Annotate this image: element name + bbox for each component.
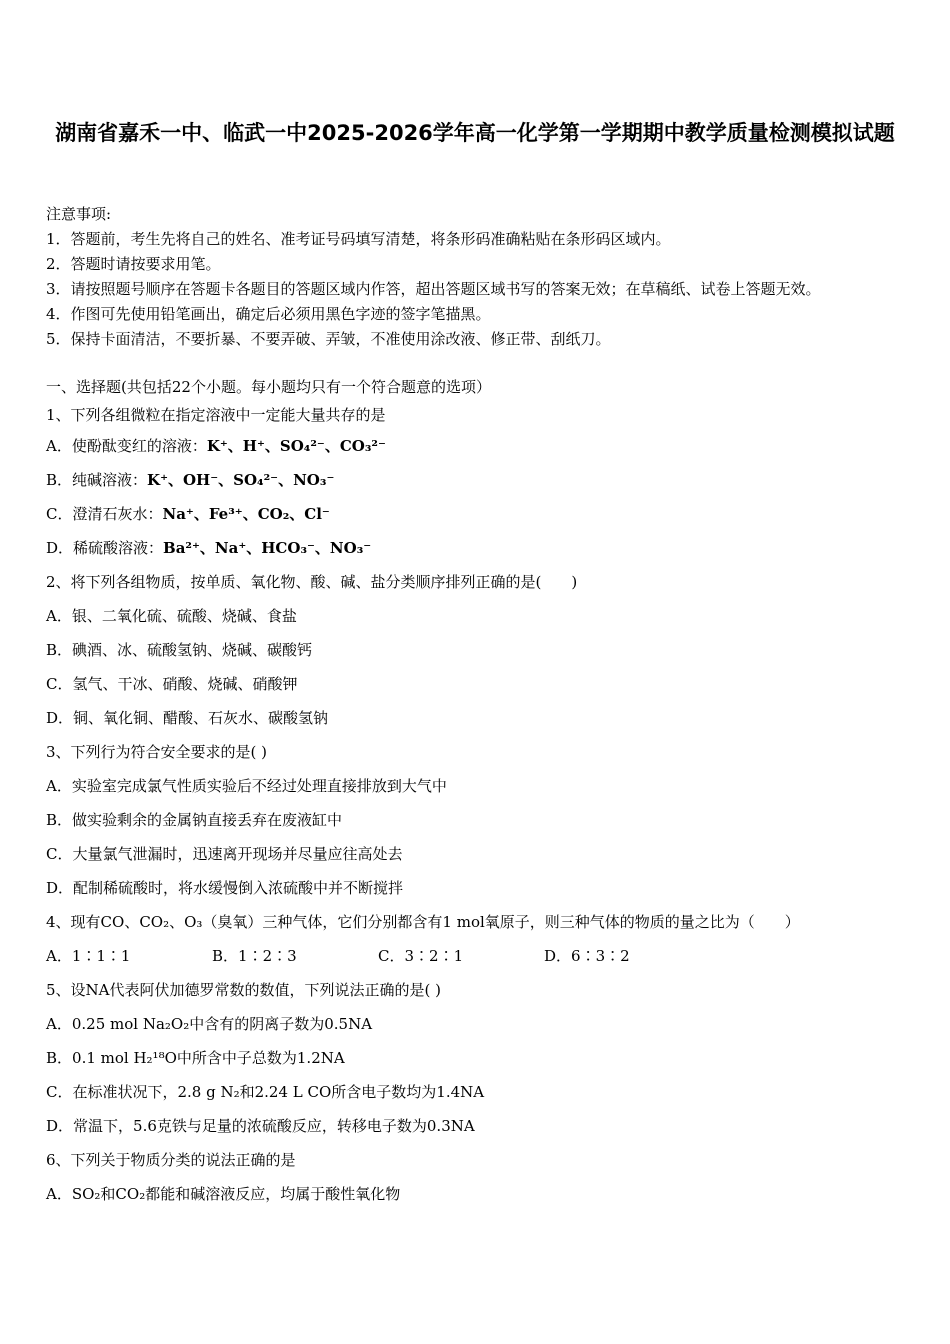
notes-section [46,202,916,352]
question-1-option-a: A．使酚酞变红的溶液：K⁺、H⁺、SO₄²⁻、CO₃²⁻ [46,437,386,455]
question-4-option-a: A．1∶1∶1 [46,947,131,965]
question-2-option-c: C．氢气、干冰、硝酸、烧碱、硝酸钾 [46,675,298,693]
question-4-option-c: C．3∶2∶1 [378,947,464,965]
question-5-option-c: C．在标准状况下，2.8 g N₂和2.24 L CO所含电子数均为1.4NA [46,1083,485,1101]
question-3-option-d: D．配制稀硫酸时，将水缓慢倒入浓硫酸中并不断搅拌 [46,879,404,897]
note-item: 1．答题前，考生先将自己的姓名、准考证号码填写清楚，将条形码准确粘贴在条形码区域内。 [46,230,671,248]
note-item: 4．作图可先使用铅笔画出，确定后必须用黑色字迹的签字笔描黑。 [46,305,491,323]
question-5-stem: 5、设NA代表阿伏加德罗常数的数值，下列说法正确的是( ) [46,981,441,999]
question-2-option-d: D．铜、氧化铜、醋酸、石灰水、碳酸氢钠 [46,709,329,727]
question-3-option-b: B．做实验剩余的金属钠直接丢弃在废液缸中 [46,811,343,829]
question-1-option-c: C．澄清石灰水：Na⁺、Fe³⁺、CO₂、Cl⁻ [46,505,330,523]
question-4-stem: 4、现有CO、CO₂、O₃（臭氧）三种气体，它们分别都含有1 mol氧原子，则三种气体的物质的量之比为（ ） [46,913,800,931]
section-heading: 一、选择题(共包括22个小题。每小题均只有一个符合题意的选项） [46,378,491,396]
question-1-stem: 1、下列各组微粒在指定溶液中一定能大量共存的是 [46,406,386,424]
question-3-option-c: C．大量氯气泄漏时，迅速离开现场并尽量应往高处去 [46,845,403,863]
page-title: 湖南省嘉禾一中、临武一中2025-2026学年高一化学第一学期期中教学质量检测模拟试题 [55,121,895,145]
question-6-option-a: A．SO₂和CO₂都能和碱溶液反应，均属于酸性氧化物 [46,1185,401,1203]
note-item: 2．答题时请按要求用笔。 [46,255,221,273]
question-3-option-a: A．实验室完成氯气性质实验后不经过处理直接排放到大气中 [46,777,447,795]
question-2-stem: 2、将下列各组物质，按单质、氧化物、酸、碱、盐分类顺序排列正确的是( ) [46,573,578,591]
question-1-option-d: D．稀硫酸溶液：Ba²⁺、Na⁺、HCO₃⁻、NO₃⁻ [46,539,372,557]
question-5-option-a: A．0.25 mol Na₂O₂中含有的阴离子数为0.5NA [46,1015,373,1033]
questions [46,373,916,1211]
question-5-option-b: B．0.1 mol H₂¹⁸O中所含中子总数为1.2NA [46,1049,345,1067]
question-4-option-b: B．1∶2∶3 [212,947,297,965]
question-2-option-a: A．银、二氧化硫、硫酸、烧碱、食盐 [46,607,297,625]
note-item: 3．请按照题号顺序在答题卡各题目的答题区域内作答，超出答题区域书写的答案无效；在草稿纸、试卷上答题无效。 [46,280,821,298]
question-4-option-d: D．6∶3∶2 [544,947,630,965]
question-4-options [46,939,916,973]
question-3-stem: 3、下列行为符合安全要求的是( ) [46,743,268,761]
note-item: 5．保持卡面清洁，不要折暴、不要弄破、弄皱，不准使用涂改液、修正带、刮纸刀。 [46,330,611,348]
notes-heading: 注意事项: [46,205,112,223]
question-5-option-d: D．常温下，5.6克铁与足量的浓硫酸反应，转移电子数为0.3NA [46,1117,475,1135]
question-2-option-b: B．碘酒、冰、硫酸氢钠、烧碱、碳酸钙 [46,641,313,659]
question-6-stem: 6、下列关于物质分类的说法正确的是 [46,1151,296,1169]
question-1-option-b: B．纯碱溶液：K⁺、OH⁻、SO₄²⁻、NO₃⁻ [46,471,335,489]
